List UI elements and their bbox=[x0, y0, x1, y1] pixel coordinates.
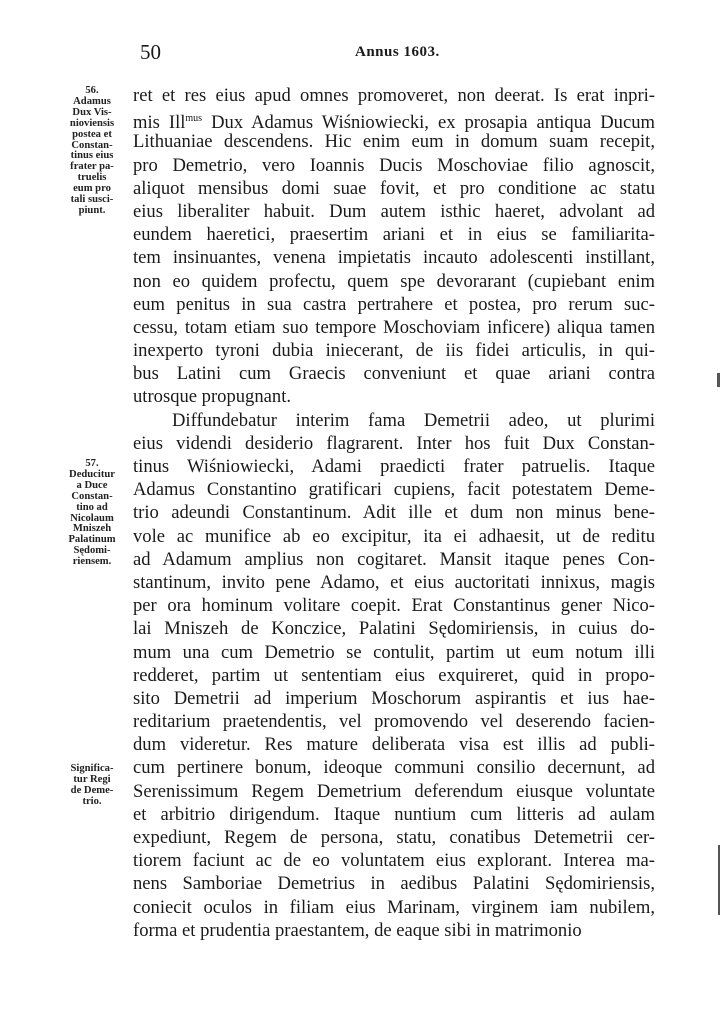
text-line: tiorem faciunt ac de eo voluntatem eius explorant. Interea ma- bbox=[133, 850, 655, 872]
marginal-line: Mniszeh bbox=[72, 523, 112, 535]
text-line: pro Demetrio, vero Ioannis Ducis Moschoviae filio agnoscit, bbox=[133, 154, 655, 176]
text-line: redderet, partim ut sententiam eius exquireret, quid in propo- bbox=[133, 664, 655, 686]
marginal-line: Constan- bbox=[71, 139, 113, 151]
marginal-line: piunt. bbox=[78, 204, 106, 216]
text-line: stantinum, invito pene Adamo, et eius auctoritati innixus, magis bbox=[133, 571, 655, 593]
marginal-line: tur Regi bbox=[73, 773, 111, 785]
text-line: non eo quidem profectu, quem spe devorarant (cupiebant enim bbox=[133, 270, 655, 292]
marginal-line: tinus eius bbox=[70, 150, 114, 162]
text-line: nens Samboriae Demetrius in aedibus Palatini Sędomiriensis, bbox=[133, 873, 655, 895]
page-header bbox=[140, 40, 660, 66]
marginal-note-57 bbox=[56, 459, 128, 568]
main-text-block bbox=[133, 84, 655, 942]
text-line: eius videndi desiderio flagrarent. Inter hos fuit Dux Constan- bbox=[133, 432, 655, 454]
marginal-line: tali susci- bbox=[70, 194, 114, 206]
text-line: tem insinuantes, venena impietatis incauto adolescenti instillant, bbox=[133, 247, 655, 269]
running-title: Annus 1603. bbox=[355, 44, 440, 60]
text-line: tinus Wiśniowiecki, Adami praedicti frater patruelis. Itaque bbox=[133, 456, 655, 477]
text-line: aliquot mensibus domi suae fovit, et pro conditione ac statu bbox=[133, 177, 655, 199]
text-line: per ora hominum volitare coepit. Erat Constantinus gener Nico- bbox=[133, 595, 655, 617]
text-line: eum penitus in sua castra pertrahere et postea, pro rerum suc- bbox=[133, 293, 655, 315]
text-line: reditarium praetendentis, vel promovendo vel deserendo facien- bbox=[133, 711, 655, 733]
marginal-note-significatur bbox=[56, 764, 128, 808]
marginal-line: riensem. bbox=[72, 556, 112, 568]
marginal-line: Adamus bbox=[73, 95, 111, 107]
text-line: Diffundebatur interim fama Demetrii adeo, ut plurimi bbox=[172, 409, 655, 431]
text-line: utrosque propugnant. bbox=[133, 386, 292, 408]
marginal-line: Constan- bbox=[71, 490, 113, 502]
marginal-line: nioviensis bbox=[69, 117, 115, 129]
marginal-line: Significa- bbox=[70, 763, 114, 774]
text-line: bus Latini cum Graecis conveniunt et quae ariani contra bbox=[133, 363, 655, 385]
marginal-line: postea et bbox=[72, 128, 112, 140]
marginal-line: trio. bbox=[82, 795, 102, 807]
text-line: forma et prudentia praestantem, de eaque sibi in matrimonio bbox=[133, 919, 582, 941]
text-line: cessu, totam etiam suo tempore Moschoviam inficere) aliqua tamen bbox=[133, 316, 655, 338]
marginal-line: frater pa- bbox=[70, 161, 114, 173]
text-line: et arbitrio dirigendum. Itaque nuntium cum litteris ad aulam bbox=[133, 803, 655, 825]
text-line: mis Ill$^{mus}$ Dux Adamus Wiśniowiecki, ex prosapia antiqua Ducum bbox=[133, 112, 655, 134]
text-line: ret et res eius apud omnes promoveret, non deerat. Is erat inpri- bbox=[133, 85, 655, 106]
text-line: cum pertinere bonum, ideoque communi consilio decernunt, ad bbox=[133, 757, 655, 779]
marginal-line: truelis bbox=[77, 172, 107, 184]
text-line: Lithuaniae descendens. Hic enim eum in domum suam recepit, bbox=[133, 131, 655, 153]
marginal-line: a Duce bbox=[76, 479, 108, 491]
marginal-note-56 bbox=[56, 86, 128, 217]
marginal-line: Sędomi- bbox=[73, 545, 111, 557]
marginal-line: Dux Vis- bbox=[72, 106, 112, 118]
text-line: mum una cum Demetrio se contulit, partim ut eum notum illi bbox=[133, 641, 655, 663]
marginal-line: Deducitur bbox=[69, 468, 115, 480]
text-line: eius liberaliter habuit. Dum autem isthic haeret, advolant ad bbox=[133, 200, 655, 222]
text-line: Serenissimum Regem Demetrium deferendum eiusque voluntate bbox=[133, 780, 655, 802]
text-line: lai Mniszeh de Konczice, Palatini Sędomiriensis, in cuius do- bbox=[133, 618, 655, 640]
text-line: dum videretur. Res mature deliberata visa est illis ad publi- bbox=[133, 734, 655, 756]
marginal-number: 56. bbox=[85, 85, 99, 96]
text-line: expediunt, Regem de persona, statu, conatibus Detemetrii cer- bbox=[133, 827, 655, 848]
text-line: inexperto tyroni dubia iniecerant, de iis fidei articulis, in qui- bbox=[133, 340, 655, 362]
text-line: sito Demetrii ad imperium Moschorum aspirantis et ius hae- bbox=[133, 687, 655, 709]
text-line: eundem haeretici, praesertim ariani et in eius se familiarita- bbox=[133, 224, 655, 246]
page-number: 50 bbox=[140, 40, 161, 64]
text-line: Adamus Constantino gratificari cupiens, facit potestatem Deme- bbox=[133, 479, 655, 501]
text-line: vole ac munifice ab eo excipitur, ita ei adhaesit, ut de reditu bbox=[133, 525, 655, 547]
marginal-number: 57. bbox=[85, 458, 99, 469]
marginal-line: Nicolaum bbox=[70, 512, 114, 524]
text-line: coniecit oculos in filiam eius Marinam, virginem iam nubilem, bbox=[133, 896, 655, 918]
marginal-line: eum pro bbox=[73, 183, 111, 195]
marginal-line: tino ad bbox=[76, 501, 108, 513]
text-line: ad Adamum amplius non cogitaret. Mansit itaque penes Con- bbox=[133, 548, 655, 570]
text-line: trio adeundi Constantinum. Adit ille et dum non minus bene- bbox=[133, 502, 655, 524]
marginal-line: Palatinum bbox=[68, 534, 116, 546]
marginal-line: de Deme- bbox=[70, 784, 114, 796]
